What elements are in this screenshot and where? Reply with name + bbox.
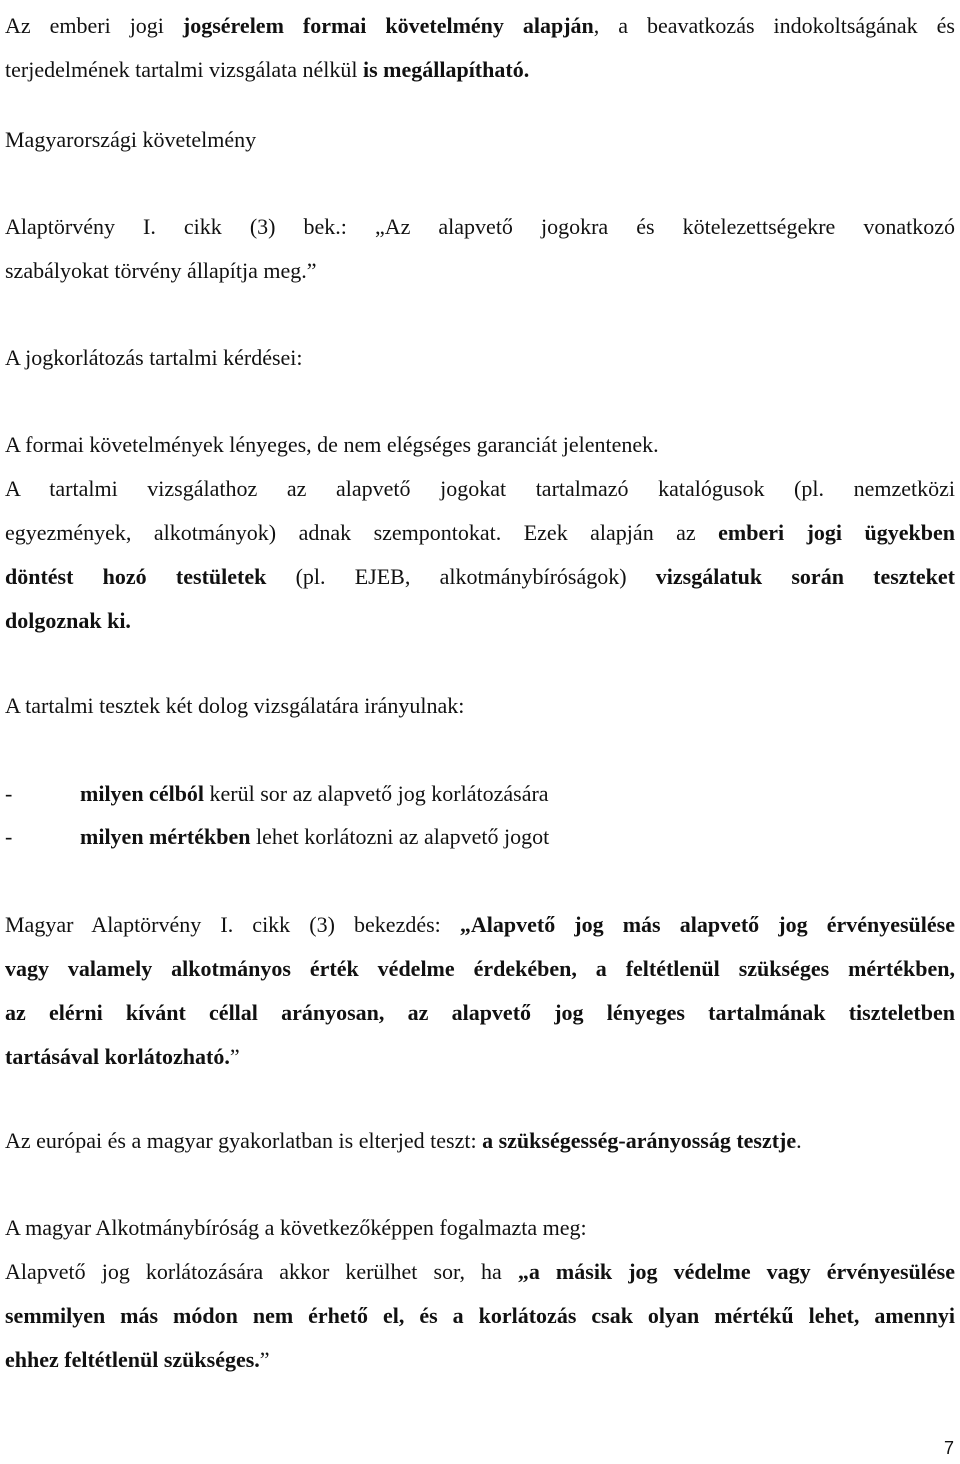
- bullet-dash: -: [5, 781, 13, 806]
- catalogues-line-2: egyezmények, alkotmányok) adnak szempontokat. Ezek alapján az emberi jogi ügyekben: [5, 520, 955, 545]
- magyar-line-1: Magyar Alaptörvény I. cikk (3) bekezdés: „Alapvető jog más alapvető jog érvényesülése: [5, 912, 955, 937]
- ab-line-3: ehhez feltétlenül szükséges.”: [5, 1347, 270, 1372]
- tests-intro-paragraph: A tartalmi tesztek két dolog vizsgálatára irányulnak:: [5, 693, 465, 718]
- ab-line-2: semmilyen más módon nem érhető el, és a korlátozás csak olyan mértékű lehet, amennyi: [5, 1303, 955, 1328]
- ab-intro-paragraph: A magyar Alkotmánybíróság a következőképpen fogalmazta meg:: [5, 1215, 587, 1240]
- catalogues-line-1: A tartalmi vizsgálathoz az alapvető jogokat tartalmazó katalógusok (pl. nemzetközi: [5, 476, 955, 501]
- catalogues-line-4: dolgoznak ki.: [5, 608, 131, 633]
- content-questions-heading: A jogkorlátozás tartalmi kérdései:: [5, 345, 303, 370]
- european-practice-paragraph: Az európai és a magyar gyakorlatban is elterjed teszt: a szükségesség-arányosság tesztje.: [5, 1128, 802, 1153]
- alaptorveny-paragraph: [5, 205, 955, 293]
- ab-line-1: Alapvető jog korlátozására akkor kerülhet sor, ha „a másik jog védelme vagy érvényesülése: [5, 1259, 955, 1284]
- bullet-dash: -: [5, 824, 13, 849]
- magyar-line-4: tartásával korlátozható.”: [5, 1044, 240, 1069]
- intro-line-2: terjedelmének tartalmi vizsgálata nélkül is megállapítható.: [5, 57, 530, 82]
- intro-line-1: Az emberi jogi jogsérelem formai követelmény alapján, a beavatkozás indokoltságának és: [5, 13, 955, 38]
- list-item: - milyen mértékben lehet korlátozni az alapvető jogot: [5, 815, 955, 859]
- catalogues-line-3: döntést hozó testületek (pl. EJEB, alkotmánybíróságok) vizsgálatuk során teszteket: [5, 564, 955, 589]
- ab-definition-paragraph: [5, 1250, 955, 1382]
- magyar-line-3: az elérni kívánt céllal arányosan, az alapvető jog lényeges tartalmának tiszteletben: [5, 1000, 955, 1025]
- page-number: 7: [943, 1438, 954, 1458]
- alaptorveny-line-1: Alaptörvény I. cikk (3) bek.: „Az alapvető jogokra és kötelezettségekre vonatkozó: [5, 214, 955, 239]
- magyar-alaptorveny-paragraph: [5, 903, 955, 1079]
- formal-requirements-paragraph: A formai követelmények lényeges, de nem elégséges garanciát jelentenek.: [5, 432, 659, 457]
- magyar-line-2: vagy valamely alkotmányos érték védelme érdekében, a feltétlenül szükséges mértékben,: [5, 956, 955, 981]
- hungarian-requirement-heading: Magyarországi követelmény: [5, 127, 257, 152]
- list-item: - milyen célból kerül sor az alapvető jog korlátozására: [5, 772, 955, 816]
- intro-paragraph: [5, 4, 955, 92]
- alaptorveny-line-2: szabályokat törvény állapítja meg.”: [5, 258, 317, 283]
- catalogues-paragraph: [5, 467, 955, 643]
